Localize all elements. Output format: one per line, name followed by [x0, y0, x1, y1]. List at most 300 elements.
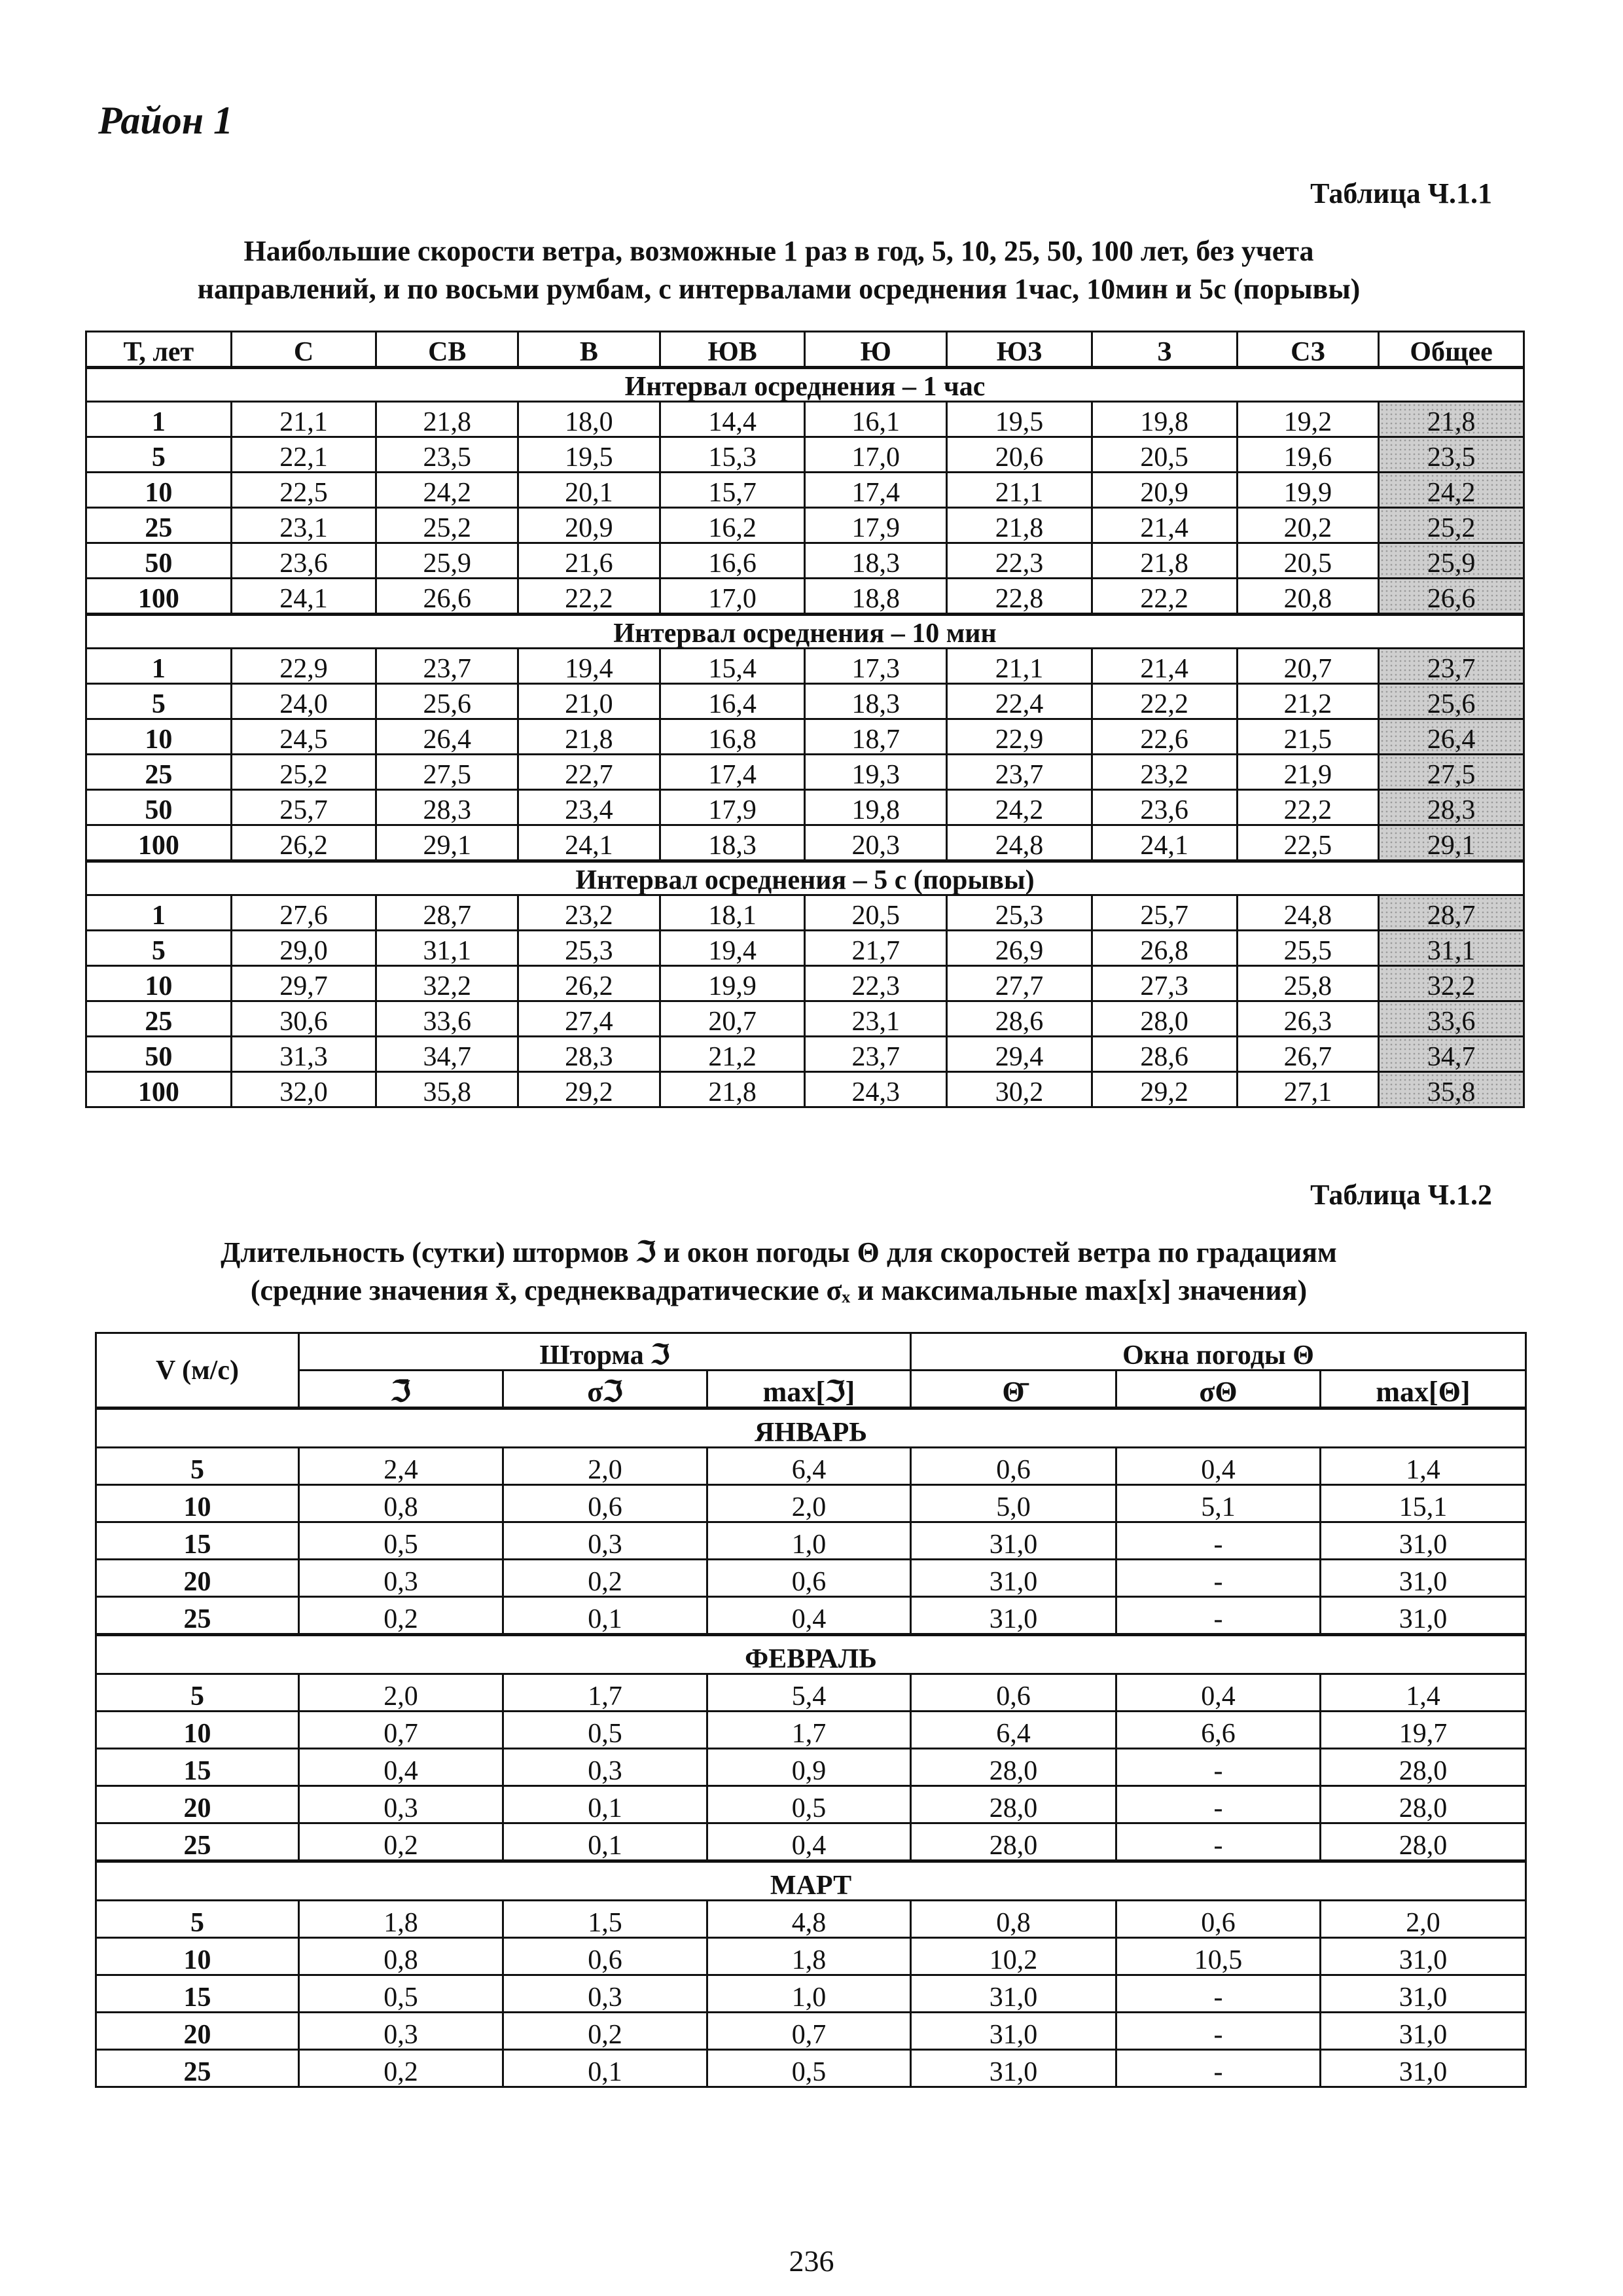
period-cell: 1: [86, 402, 232, 437]
value-cell: 16,4: [660, 684, 805, 719]
section-title: Интервал осреднения – 10 мин: [86, 615, 1524, 649]
value-cell: 0,3: [503, 1522, 707, 1560]
table-row: [96, 2050, 1526, 2087]
value-cell: 20,5: [1092, 437, 1237, 473]
value-cell: 23,1: [231, 508, 376, 543]
month-row: [96, 1861, 1526, 1901]
value-cell: 28,0: [1321, 1786, 1526, 1823]
value-cell: 23,7: [1379, 649, 1524, 684]
value-cell: 28,0: [911, 1823, 1116, 1861]
value-cell: 16,8: [660, 719, 805, 755]
speed-cell: 10: [96, 1938, 299, 1975]
page-number: 236: [789, 2244, 834, 2278]
value-cell: 28,0: [1321, 1749, 1526, 1786]
table2-body: [96, 1408, 1526, 2087]
header-cell: СВ: [376, 332, 518, 368]
period-cell: 25: [86, 755, 232, 790]
value-cell: 28,6: [947, 1001, 1092, 1037]
table2-title-line2: (средние значения x̄, среднеквадратические σₓ и максимальные max[x] значения): [250, 1274, 1308, 1306]
value-cell: 28,0: [911, 1749, 1116, 1786]
value-cell: 0,5: [299, 1522, 503, 1560]
header-cell: З: [1092, 332, 1237, 368]
value-cell: 0,5: [299, 1975, 503, 2013]
value-cell: 0,6: [503, 1938, 707, 1975]
table-row: [86, 649, 1524, 684]
table-row: [96, 1674, 1526, 1712]
value-cell: 1,0: [707, 1975, 911, 2013]
value-cell: 17,0: [660, 579, 805, 615]
table-row: [86, 1001, 1524, 1037]
value-cell: 24,2: [1379, 473, 1524, 508]
period-cell: 50: [86, 790, 232, 825]
value-cell: 31,0: [1321, 2050, 1526, 2087]
value-cell: 0,9: [707, 1749, 911, 1786]
value-cell: 30,2: [947, 1072, 1092, 1107]
value-cell: 31,0: [1321, 1938, 1526, 1975]
table-row: [86, 931, 1524, 966]
value-cell: 20,7: [660, 1001, 805, 1037]
period-cell: 100: [86, 1072, 232, 1107]
value-cell: 32,2: [376, 966, 518, 1001]
value-cell: 21,2: [660, 1037, 805, 1072]
value-cell: 0,3: [299, 1786, 503, 1823]
value-cell: 30,6: [231, 1001, 376, 1037]
value-cell: -: [1116, 1823, 1321, 1861]
header-cell: СЗ: [1237, 332, 1379, 368]
value-cell: 23,5: [376, 437, 518, 473]
value-cell: 26,4: [376, 719, 518, 755]
value-cell: 0,1: [503, 2050, 707, 2087]
value-cell: 19,5: [518, 437, 660, 473]
value-cell: 28,3: [518, 1037, 660, 1072]
value-cell: 19,8: [805, 790, 947, 825]
table-row: [96, 1597, 1526, 1635]
value-cell: 31,0: [1321, 1597, 1526, 1635]
v-header: V (м/с): [96, 1333, 299, 1408]
value-cell: 26,4: [1379, 719, 1524, 755]
speed-cell: 25: [96, 1823, 299, 1861]
value-cell: 22,3: [805, 966, 947, 1001]
table2-header-row: [96, 1333, 1526, 1371]
value-cell: 22,2: [1237, 790, 1379, 825]
subheader-cell: max[ℑ]: [707, 1371, 911, 1408]
value-cell: 26,7: [1237, 1037, 1379, 1072]
value-cell: 0,1: [503, 1597, 707, 1635]
value-cell: 21,1: [947, 473, 1092, 508]
value-cell: 21,8: [1092, 543, 1237, 579]
value-cell: 35,8: [1379, 1072, 1524, 1107]
table2-title-line1: Длительность (сутки) штормов ℑ и окон погоды Θ для скоростей ветра по градациям: [221, 1236, 1337, 1268]
value-cell: 2,0: [503, 1448, 707, 1485]
value-cell: 0,2: [299, 2050, 503, 2087]
value-cell: 24,5: [231, 719, 376, 755]
value-cell: 0,4: [1116, 1448, 1321, 1485]
table-row: [86, 790, 1524, 825]
value-cell: 25,2: [231, 755, 376, 790]
value-cell: 2,0: [1321, 1901, 1526, 1938]
value-cell: 0,8: [299, 1938, 503, 1975]
value-cell: 19,4: [518, 649, 660, 684]
table-row: [96, 1560, 1526, 1597]
period-cell: 50: [86, 1037, 232, 1072]
value-cell: 25,2: [1379, 508, 1524, 543]
table1-title-line2: направлений, и по восьми румбам, с интервалами осреднения 1час, 10мин и 5с (порывы): [197, 273, 1361, 305]
table-row: [86, 1072, 1524, 1107]
period-cell: 5: [86, 684, 232, 719]
header-cell: ЮВ: [660, 332, 805, 368]
value-cell: 18,0: [518, 402, 660, 437]
value-cell: 0,7: [707, 2013, 911, 2050]
value-cell: 0,4: [1116, 1674, 1321, 1712]
value-cell: 2,4: [299, 1448, 503, 1485]
table1-header-row: [86, 332, 1524, 368]
value-cell: 31,0: [911, 2013, 1116, 2050]
value-cell: -: [1116, 2050, 1321, 2087]
value-cell: 23,2: [1092, 755, 1237, 790]
value-cell: 10,5: [1116, 1938, 1321, 1975]
value-cell: 28,7: [376, 895, 518, 931]
value-cell: 21,7: [805, 931, 947, 966]
wind-speed-table: [85, 331, 1525, 1108]
month-title: ЯНВАРЬ: [96, 1408, 1526, 1448]
value-cell: 5,0: [911, 1485, 1116, 1522]
storm-duration-table: [95, 1332, 1527, 2088]
value-cell: 6,4: [911, 1712, 1116, 1749]
table-row: [86, 966, 1524, 1001]
subheader-cell: σΘ: [1116, 1371, 1321, 1408]
value-cell: 28,0: [1321, 1823, 1526, 1861]
speed-cell: 15: [96, 1749, 299, 1786]
table1-title-line1: Наибольшие скорости ветра, возможные 1 раз в год, 5, 10, 25, 50, 100 лет, без учета: [243, 235, 1314, 267]
value-cell: 29,1: [376, 825, 518, 861]
value-cell: -: [1116, 1749, 1321, 1786]
value-cell: 0,1: [503, 1786, 707, 1823]
value-cell: -: [1116, 1597, 1321, 1635]
value-cell: 23,6: [231, 543, 376, 579]
header-cell: С: [231, 332, 376, 368]
value-cell: 18,3: [805, 543, 947, 579]
value-cell: 6,6: [1116, 1712, 1321, 1749]
value-cell: 22,6: [1092, 719, 1237, 755]
value-cell: 0,4: [707, 1597, 911, 1635]
value-cell: 19,7: [1321, 1712, 1526, 1749]
value-cell: 0,2: [503, 1560, 707, 1597]
table-row: [96, 1786, 1526, 1823]
value-cell: 5,1: [1116, 1485, 1321, 1522]
subheader-cell: max[Θ]: [1321, 1371, 1526, 1408]
value-cell: 28,0: [911, 1786, 1116, 1823]
value-cell: 23,7: [376, 649, 518, 684]
value-cell: 16,2: [660, 508, 805, 543]
header-cell: Т, лет: [86, 332, 232, 368]
month-title: ФЕВРАЛЬ: [96, 1635, 1526, 1674]
value-cell: 19,2: [1237, 402, 1379, 437]
value-cell: 20,1: [518, 473, 660, 508]
value-cell: 23,2: [518, 895, 660, 931]
value-cell: 0,2: [299, 1597, 503, 1635]
value-cell: 24,1: [1092, 825, 1237, 861]
value-cell: 31,1: [376, 931, 518, 966]
value-cell: 19,4: [660, 931, 805, 966]
value-cell: 31,0: [911, 1522, 1116, 1560]
value-cell: 31,0: [1321, 1560, 1526, 1597]
value-cell: 19,6: [1237, 437, 1379, 473]
value-cell: 24,2: [947, 790, 1092, 825]
table-row: [96, 1522, 1526, 1560]
value-cell: 19,9: [660, 966, 805, 1001]
speed-cell: 20: [96, 1786, 299, 1823]
value-cell: 26,6: [376, 579, 518, 615]
value-cell: 24,8: [1237, 895, 1379, 931]
value-cell: 0,3: [299, 2013, 503, 2050]
value-cell: 17,3: [805, 649, 947, 684]
value-cell: 31,0: [911, 2050, 1116, 2087]
value-cell: 15,4: [660, 649, 805, 684]
speed-cell: 10: [96, 1712, 299, 1749]
value-cell: 31,0: [1321, 1522, 1526, 1560]
value-cell: 31,0: [911, 1975, 1116, 2013]
subheader-cell: ℑ̄: [299, 1371, 503, 1408]
value-cell: 1,4: [1321, 1448, 1526, 1485]
value-cell: 0,6: [503, 1485, 707, 1522]
value-cell: 0,2: [503, 2013, 707, 2050]
value-cell: 31,0: [911, 1560, 1116, 1597]
value-cell: 25,3: [947, 895, 1092, 931]
table-row: [86, 895, 1524, 931]
value-cell: 25,3: [518, 931, 660, 966]
speed-cell: 5: [96, 1674, 299, 1712]
value-cell: 17,9: [660, 790, 805, 825]
value-cell: 18,3: [805, 684, 947, 719]
value-cell: 22,2: [1092, 579, 1237, 615]
value-cell: 26,2: [518, 966, 660, 1001]
value-cell: 0,6: [1116, 1901, 1321, 1938]
period-cell: 100: [86, 825, 232, 861]
table2-title: [98, 1234, 1459, 1310]
value-cell: 22,7: [518, 755, 660, 790]
value-cell: 0,6: [911, 1448, 1116, 1485]
storm-header: Шторма ℑ: [299, 1333, 911, 1371]
value-cell: 20,3: [805, 825, 947, 861]
value-cell: 23,1: [805, 1001, 947, 1037]
table-row: [96, 1485, 1526, 1522]
speed-cell: 5: [96, 1901, 299, 1938]
value-cell: 22,5: [231, 473, 376, 508]
value-cell: 20,2: [1237, 508, 1379, 543]
value-cell: 27,3: [1092, 966, 1237, 1001]
value-cell: 25,9: [376, 543, 518, 579]
speed-cell: 25: [96, 1597, 299, 1635]
value-cell: 27,1: [1237, 1072, 1379, 1107]
value-cell: 27,7: [947, 966, 1092, 1001]
value-cell: -: [1116, 1522, 1321, 1560]
period-cell: 10: [86, 966, 232, 1001]
value-cell: 19,5: [947, 402, 1092, 437]
value-cell: 29,2: [518, 1072, 660, 1107]
value-cell: 33,6: [376, 1001, 518, 1037]
value-cell: 17,0: [805, 437, 947, 473]
value-cell: 1,7: [503, 1674, 707, 1712]
value-cell: 24,3: [805, 1072, 947, 1107]
value-cell: 17,4: [805, 473, 947, 508]
value-cell: 18,7: [805, 719, 947, 755]
value-cell: 29,1: [1379, 825, 1524, 861]
value-cell: 6,4: [707, 1448, 911, 1485]
table-row: [86, 437, 1524, 473]
period-cell: 50: [86, 543, 232, 579]
value-cell: 22,3: [947, 543, 1092, 579]
section-row: [86, 368, 1524, 402]
value-cell: 5,4: [707, 1674, 911, 1712]
value-cell: 0,3: [503, 1975, 707, 2013]
value-cell: 16,6: [660, 543, 805, 579]
value-cell: 22,8: [947, 579, 1092, 615]
value-cell: 23,5: [1379, 437, 1524, 473]
header-cell: В: [518, 332, 660, 368]
district-title: Район 1: [98, 99, 234, 142]
speed-cell: 15: [96, 1975, 299, 2013]
value-cell: 1,7: [707, 1712, 911, 1749]
value-cell: 20,5: [1237, 543, 1379, 579]
header-cell: Общее: [1379, 332, 1524, 368]
table-row: [96, 1975, 1526, 2013]
value-cell: 17,9: [805, 508, 947, 543]
table-row: [96, 1901, 1526, 1938]
value-cell: 21,6: [518, 543, 660, 579]
value-cell: 21,8: [376, 402, 518, 437]
value-cell: 21,8: [1379, 402, 1524, 437]
value-cell: 16,1: [805, 402, 947, 437]
table-row: [86, 402, 1524, 437]
value-cell: 21,2: [1237, 684, 1379, 719]
value-cell: 2,0: [299, 1674, 503, 1712]
value-cell: 18,3: [660, 825, 805, 861]
value-cell: 26,8: [1092, 931, 1237, 966]
value-cell: 0,1: [503, 1823, 707, 1861]
value-cell: 29,2: [1092, 1072, 1237, 1107]
value-cell: 22,9: [231, 649, 376, 684]
subheader-cell: Θ̄: [911, 1371, 1116, 1408]
value-cell: 10,2: [911, 1938, 1116, 1975]
value-cell: 28,3: [1379, 790, 1524, 825]
value-cell: 33,6: [1379, 1001, 1524, 1037]
value-cell: 1,8: [299, 1901, 503, 1938]
value-cell: 27,5: [1379, 755, 1524, 790]
period-cell: 10: [86, 473, 232, 508]
header-cell: ЮЗ: [947, 332, 1092, 368]
value-cell: 25,8: [1237, 966, 1379, 1001]
table2-label: Таблица Ч.1.2: [1310, 1179, 1492, 1211]
period-cell: 1: [86, 649, 232, 684]
period-cell: 25: [86, 508, 232, 543]
value-cell: 22,9: [947, 719, 1092, 755]
value-cell: 20,5: [805, 895, 947, 931]
section-row: [86, 615, 1524, 649]
value-cell: 1,5: [503, 1901, 707, 1938]
value-cell: 0,5: [503, 1712, 707, 1749]
value-cell: 25,7: [1092, 895, 1237, 931]
table-row: [96, 2013, 1526, 2050]
subheader-cell: σℑ: [503, 1371, 707, 1408]
value-cell: 19,3: [805, 755, 947, 790]
value-cell: -: [1116, 1786, 1321, 1823]
value-cell: 21,9: [1237, 755, 1379, 790]
value-cell: 0,6: [707, 1560, 911, 1597]
period-cell: 1: [86, 895, 232, 931]
value-cell: 26,6: [1379, 579, 1524, 615]
value-cell: 0,6: [911, 1674, 1116, 1712]
value-cell: 25,2: [376, 508, 518, 543]
header-cell: Ю: [805, 332, 947, 368]
value-cell: 21,5: [1237, 719, 1379, 755]
speed-cell: 5: [96, 1448, 299, 1485]
value-cell: 22,4: [947, 684, 1092, 719]
table-row: [96, 1712, 1526, 1749]
value-cell: 0,3: [299, 1560, 503, 1597]
value-cell: 32,0: [231, 1072, 376, 1107]
value-cell: 32,2: [1379, 966, 1524, 1001]
value-cell: 20,9: [518, 508, 660, 543]
value-cell: 0,4: [707, 1823, 911, 1861]
table1-label: Таблица Ч.1.1: [1310, 177, 1492, 209]
value-cell: 29,4: [947, 1037, 1092, 1072]
value-cell: 21,8: [947, 508, 1092, 543]
value-cell: 0,8: [911, 1901, 1116, 1938]
table-row: [86, 825, 1524, 861]
table-row: [86, 719, 1524, 755]
value-cell: 31,3: [231, 1037, 376, 1072]
value-cell: 28,3: [376, 790, 518, 825]
value-cell: 26,3: [1237, 1001, 1379, 1037]
value-cell: 27,6: [231, 895, 376, 931]
value-cell: 31,0: [1321, 2013, 1526, 2050]
value-cell: 17,4: [660, 755, 805, 790]
table-row: [86, 579, 1524, 615]
section-row: [86, 861, 1524, 895]
value-cell: 21,8: [518, 719, 660, 755]
value-cell: -: [1116, 2013, 1321, 2050]
value-cell: 14,4: [660, 402, 805, 437]
table-row: [86, 1037, 1524, 1072]
value-cell: 20,7: [1237, 649, 1379, 684]
table-row: [86, 755, 1524, 790]
table-row: [96, 1938, 1526, 1975]
value-cell: 22,5: [1237, 825, 1379, 861]
value-cell: 0,3: [503, 1749, 707, 1786]
value-cell: 19,8: [1092, 402, 1237, 437]
value-cell: 1,4: [1321, 1674, 1526, 1712]
value-cell: 28,6: [1092, 1037, 1237, 1072]
value-cell: 20,6: [947, 437, 1092, 473]
value-cell: 21,4: [1092, 649, 1237, 684]
period-cell: 100: [86, 579, 232, 615]
table-row: [86, 473, 1524, 508]
value-cell: 21,4: [1092, 508, 1237, 543]
month-title: МАРТ: [96, 1861, 1526, 1901]
value-cell: 23,7: [947, 755, 1092, 790]
value-cell: -: [1116, 1975, 1321, 2013]
value-cell: 1,8: [707, 1938, 911, 1975]
value-cell: 24,1: [231, 579, 376, 615]
speed-cell: 15: [96, 1522, 299, 1560]
value-cell: 26,9: [947, 931, 1092, 966]
value-cell: 31,0: [1321, 1975, 1526, 2013]
value-cell: 31,1: [1379, 931, 1524, 966]
value-cell: 25,5: [1237, 931, 1379, 966]
value-cell: 18,1: [660, 895, 805, 931]
value-cell: 2,0: [707, 1485, 911, 1522]
value-cell: 21,0: [518, 684, 660, 719]
